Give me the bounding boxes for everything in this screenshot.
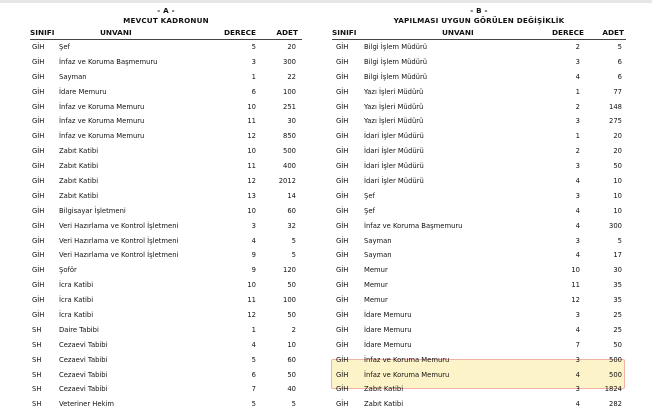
cell-title: Bilgi İşlem Müdürü xyxy=(364,57,428,66)
cell-title: İnfaz ve Koruma Memuru xyxy=(59,117,145,126)
table-row xyxy=(332,174,626,189)
cell-title: İcra Katibi xyxy=(59,281,94,290)
cell-count: 5 xyxy=(291,251,296,260)
table-row xyxy=(332,144,626,159)
cell-class: GİH xyxy=(32,72,45,81)
cell-count: 20 xyxy=(613,147,622,156)
cell-class: GİH xyxy=(336,102,349,111)
cell-class: GİH xyxy=(32,281,45,290)
table-row xyxy=(332,85,626,100)
cell-count: 2012 xyxy=(278,177,296,186)
cell-degree: 10 xyxy=(571,266,580,275)
table-row xyxy=(30,204,302,219)
table-row xyxy=(332,189,626,204)
cell-degree: 1 xyxy=(575,132,580,141)
table-row xyxy=(332,293,626,308)
cell-title: İdare Memuru xyxy=(59,87,107,96)
cell-class: GİH xyxy=(32,266,45,275)
proposed-change-section xyxy=(332,6,626,412)
cell-degree: 2 xyxy=(575,43,580,51)
cell-count: 60 xyxy=(287,355,296,364)
table-row xyxy=(332,129,626,144)
cell-class: GİH xyxy=(336,370,349,379)
header-title: UNVANI xyxy=(442,28,474,37)
cell-degree: 3 xyxy=(251,57,256,66)
cell-class: GİH xyxy=(336,355,349,364)
cell-count: 300 xyxy=(283,57,296,66)
cell-class: GİH xyxy=(336,385,349,394)
cell-class: GİH xyxy=(32,206,45,215)
cell-degree: 12 xyxy=(571,296,580,305)
table-body xyxy=(30,40,302,412)
table-header xyxy=(30,26,302,40)
cell-title: Cezaevi Tabibi xyxy=(59,355,108,364)
cell-title: Cezaevi Tabibi xyxy=(59,385,108,394)
header-title: UNVANI xyxy=(100,28,132,37)
cell-degree: 3 xyxy=(575,236,580,245)
cell-count: 500 xyxy=(283,147,296,156)
cell-class: SH xyxy=(32,325,42,334)
table-row xyxy=(30,144,302,159)
table-row xyxy=(30,368,302,383)
cell-count: 50 xyxy=(287,311,296,320)
cell-title: Zabıt Katibi xyxy=(59,191,99,200)
header-class: SINIFI xyxy=(332,28,357,37)
cell-class: GİH xyxy=(336,236,349,245)
cell-class: GİH xyxy=(336,400,349,409)
cell-count: 22 xyxy=(287,72,296,81)
cell-class: GİH xyxy=(336,266,349,275)
cell-count: 6 xyxy=(617,72,622,81)
cell-degree: 1 xyxy=(251,325,256,334)
cell-title: Şoför xyxy=(59,266,77,275)
cell-count: 10 xyxy=(613,191,622,200)
table-row xyxy=(30,278,302,293)
cell-class: GİH xyxy=(32,147,45,156)
cell-degree: 5 xyxy=(251,43,256,51)
cell-count: 30 xyxy=(287,117,296,126)
cell-class: GİH xyxy=(336,177,349,186)
cell-class: GİH xyxy=(336,117,349,126)
cell-title: Veri Hazırlama ve Kontrol İşletmeni xyxy=(59,221,179,230)
cell-degree: 4 xyxy=(575,177,580,186)
cell-title: İdare Memuru xyxy=(364,325,412,334)
cell-class: GİH xyxy=(32,236,45,245)
cell-count: 300 xyxy=(609,221,622,230)
current-staff-section xyxy=(30,6,302,412)
cell-title: İdari İşler Müdürü xyxy=(364,177,424,186)
cell-title: Cezaevi Tabibi xyxy=(59,340,108,349)
table-header xyxy=(332,26,626,40)
table-body xyxy=(332,40,626,412)
table-row xyxy=(30,114,302,129)
cell-class: GİH xyxy=(32,162,45,171)
cell-count: 5 xyxy=(291,236,296,245)
cell-degree: 3 xyxy=(575,57,580,66)
cell-count: 120 xyxy=(283,266,296,275)
cell-count: 251 xyxy=(283,102,296,111)
cell-class: GİH xyxy=(32,43,45,51)
cell-title: İnfaz ve Koruma Başmemuru xyxy=(364,221,463,230)
cell-count: 20 xyxy=(287,43,296,51)
cell-class: GİH xyxy=(336,281,349,290)
cell-count: 148 xyxy=(609,102,622,111)
cell-count: 30 xyxy=(613,266,622,275)
cell-count: 5 xyxy=(617,236,622,245)
cell-title: Memur xyxy=(364,266,388,275)
cell-degree: 7 xyxy=(251,385,256,394)
cell-degree: 4 xyxy=(251,236,256,245)
cell-count: 1824 xyxy=(604,385,622,394)
table-row xyxy=(30,397,302,412)
cell-class: GİH xyxy=(336,57,349,66)
cell-degree: 10 xyxy=(247,206,256,215)
cell-degree: 2 xyxy=(575,102,580,111)
cell-count: 850 xyxy=(283,132,296,141)
cell-degree: 4 xyxy=(575,206,580,215)
cell-class: GİH xyxy=(336,147,349,156)
cell-count: 50 xyxy=(613,162,622,171)
cell-class: GİH xyxy=(336,206,349,215)
cell-class: GİH xyxy=(336,43,349,51)
cell-degree: 3 xyxy=(575,162,580,171)
cell-count: 6 xyxy=(617,57,622,66)
header-degree: DERECE xyxy=(552,28,584,37)
cell-class: GİH xyxy=(32,57,45,66)
table-row xyxy=(332,397,626,412)
cell-class: SH xyxy=(32,370,42,379)
cell-degree: 4 xyxy=(575,221,580,230)
table-row xyxy=(30,129,302,144)
cell-class: GİH xyxy=(336,87,349,96)
cell-degree: 9 xyxy=(251,251,256,260)
cell-degree: 3 xyxy=(575,355,580,364)
table-row xyxy=(332,55,626,70)
cell-degree: 7 xyxy=(575,340,580,349)
cell-class: SH xyxy=(32,355,42,364)
header-degree: DERECE xyxy=(224,28,256,37)
cell-degree: 12 xyxy=(247,177,256,186)
cell-class: GİH xyxy=(336,340,349,349)
table-row xyxy=(30,100,302,115)
cell-title: İdari İşler Müdürü xyxy=(364,162,424,171)
table-row xyxy=(332,159,626,174)
table-row xyxy=(30,338,302,353)
section-title: YAPILMASI UYGUN GÖRÜLEN DEĞİŞİKLİK xyxy=(393,16,565,25)
cell-degree: 1 xyxy=(251,72,256,81)
cell-title: Yazı İşleri Müdürü xyxy=(364,102,424,111)
cell-title: İnfaz ve Koruma Memuru xyxy=(59,102,145,111)
cell-count: 25 xyxy=(613,325,622,334)
table-row xyxy=(332,40,626,55)
header-count: ADET xyxy=(602,28,624,37)
cell-degree: 10 xyxy=(247,102,256,111)
cell-title: Bilgi İşlem Müdürü xyxy=(364,43,428,51)
header-count: ADET xyxy=(276,28,298,37)
cell-degree: 11 xyxy=(247,162,256,171)
table-row xyxy=(332,263,626,278)
cell-degree: 4 xyxy=(575,325,580,334)
cell-title: Yazı İşleri Müdürü xyxy=(364,117,424,126)
cell-count: 275 xyxy=(609,117,622,126)
cell-class: SH xyxy=(32,340,42,349)
table-row xyxy=(30,174,302,189)
cell-class: GİH xyxy=(336,132,349,141)
cell-count: 35 xyxy=(613,281,622,290)
table-row xyxy=(332,114,626,129)
cell-title: İnfaz ve Koruma Memuru xyxy=(59,132,145,141)
cell-count: 100 xyxy=(283,87,296,96)
cell-class: GİH xyxy=(32,296,45,305)
table-row xyxy=(332,70,626,85)
cell-degree: 4 xyxy=(575,251,580,260)
cell-count: 282 xyxy=(609,400,622,409)
table-row xyxy=(332,338,626,353)
cell-degree: 3 xyxy=(575,117,580,126)
cell-degree: 11 xyxy=(247,117,256,126)
cell-title: İdari İşler Müdürü xyxy=(364,132,424,141)
table-row xyxy=(332,219,626,234)
cell-count: 50 xyxy=(613,340,622,349)
cell-count: 400 xyxy=(283,162,296,171)
cell-degree: 10 xyxy=(247,281,256,290)
cell-degree: 4 xyxy=(575,400,580,409)
table-row xyxy=(30,70,302,85)
cell-degree: 1 xyxy=(575,87,580,96)
cell-degree: 4 xyxy=(575,72,580,81)
table-row xyxy=(30,263,302,278)
cell-count: 10 xyxy=(287,340,296,349)
table-row xyxy=(30,323,302,338)
cell-count: 14 xyxy=(287,191,296,200)
cell-count: 50 xyxy=(287,281,296,290)
table-row xyxy=(30,219,302,234)
section-letter: - B - xyxy=(470,6,488,15)
cell-title: Sayman xyxy=(364,251,392,260)
cell-title: İnfaz ve Koruma Memuru xyxy=(364,370,450,379)
cell-count: 77 xyxy=(613,87,622,96)
cell-degree: 3 xyxy=(575,385,580,394)
cell-degree: 12 xyxy=(247,311,256,320)
cell-class: GİH xyxy=(32,221,45,230)
cell-class: GİH xyxy=(336,325,349,334)
cell-count: 32 xyxy=(287,221,296,230)
cell-title: Zabıt Katibi xyxy=(364,400,404,409)
cell-title: Şef xyxy=(59,43,70,51)
cell-title: İdare Memuru xyxy=(364,340,412,349)
cell-count: 100 xyxy=(283,296,296,305)
table-row xyxy=(332,368,626,383)
cell-class: GİH xyxy=(32,177,45,186)
cell-count: 5 xyxy=(617,43,622,51)
cell-title: Yazı İşleri Müdürü xyxy=(364,87,424,96)
cell-degree: 5 xyxy=(251,400,256,409)
cell-title: Cezaevi Tabibi xyxy=(59,370,108,379)
cell-title: Daire Tabibi xyxy=(59,325,99,334)
cell-degree: 6 xyxy=(251,370,256,379)
cell-title: Zabıt Katibi xyxy=(59,147,99,156)
cell-degree: 13 xyxy=(247,191,256,200)
table-row xyxy=(30,55,302,70)
cell-title: İdari İşler Müdürü xyxy=(364,147,424,156)
cell-degree: 9 xyxy=(251,266,256,275)
cell-title: Bilgisayar İşletmeni xyxy=(59,206,126,215)
cell-degree: 6 xyxy=(251,87,256,96)
cell-title: Veteriner Hekim xyxy=(59,400,115,409)
table-row xyxy=(30,353,302,368)
cell-class: GİH xyxy=(336,221,349,230)
cell-class: GİH xyxy=(32,311,45,320)
cell-class: GİH xyxy=(336,251,349,260)
section-title: MEVCUT KADRONUN xyxy=(123,16,209,25)
cell-title: İcra Katibi xyxy=(59,296,94,305)
cell-degree: 3 xyxy=(575,191,580,200)
cell-class: SH xyxy=(32,400,42,409)
cell-title: Şef xyxy=(364,206,375,215)
cell-class: GİH xyxy=(336,311,349,320)
table-row xyxy=(332,353,626,368)
table-row xyxy=(332,308,626,323)
cell-count: 10 xyxy=(613,206,622,215)
cell-title: Bilgi İşlem Müdürü xyxy=(364,72,428,81)
table-row xyxy=(332,323,626,338)
cell-degree: 11 xyxy=(571,281,580,290)
table-row xyxy=(30,189,302,204)
cell-count: 60 xyxy=(287,206,296,215)
cell-count: 20 xyxy=(613,132,622,141)
cell-title: İnfaz ve Koruma Başmemuru xyxy=(59,57,158,66)
table-row xyxy=(332,100,626,115)
table-row xyxy=(332,382,626,397)
cell-title: İnfaz ve Koruma Memuru xyxy=(364,355,450,364)
table-row xyxy=(332,204,626,219)
cell-title: İcra Katibi xyxy=(59,311,94,320)
cell-count: 35 xyxy=(613,296,622,305)
cell-title: Sayman xyxy=(364,236,392,245)
cell-count: 5 xyxy=(291,400,296,409)
cell-class: GİH xyxy=(336,296,349,305)
cell-count: 50 xyxy=(287,370,296,379)
table-row xyxy=(30,248,302,263)
cell-title: Veri Hazırlama ve Kontrol İşletmeni xyxy=(59,251,179,260)
cell-title: Şef xyxy=(364,191,375,200)
cell-title: İdare Memuru xyxy=(364,311,412,320)
cell-class: GİH xyxy=(32,117,45,126)
cell-degree: 11 xyxy=(247,296,256,305)
cell-degree: 2 xyxy=(575,147,580,156)
cell-count: 10 xyxy=(613,177,622,186)
cell-title: Veri Hazırlama ve Kontrol İşletmeni xyxy=(59,236,179,245)
cell-count: 17 xyxy=(613,251,622,260)
cell-degree: 4 xyxy=(251,340,256,349)
table-row xyxy=(30,382,302,397)
cell-title: Memur xyxy=(364,281,388,290)
table-row xyxy=(30,234,302,249)
header-class: SINIFI xyxy=(30,28,55,37)
cell-count: 500 xyxy=(609,355,622,364)
table-row xyxy=(332,234,626,249)
cell-title: Memur xyxy=(364,296,388,305)
table-row xyxy=(30,308,302,323)
cell-degree: 10 xyxy=(247,147,256,156)
cell-title: Zabıt Katibi xyxy=(59,162,99,171)
table-row xyxy=(30,40,302,55)
cell-title: Zabıt Katibi xyxy=(59,177,99,186)
cell-class: GİH xyxy=(32,102,45,111)
table-row xyxy=(30,85,302,100)
cell-title: Sayman xyxy=(59,72,87,81)
cell-degree: 3 xyxy=(575,311,580,320)
cell-count: 40 xyxy=(287,385,296,394)
cell-count: 500 xyxy=(609,370,622,379)
cell-degree: 3 xyxy=(251,221,256,230)
cell-degree: 4 xyxy=(575,370,580,379)
cell-class: SH xyxy=(32,385,42,394)
table-row xyxy=(332,248,626,263)
table-row xyxy=(332,278,626,293)
cell-class: GİH xyxy=(336,162,349,171)
cell-class: GİH xyxy=(336,72,349,81)
cell-degree: 12 xyxy=(247,132,256,141)
cell-count: 25 xyxy=(613,311,622,320)
table-row xyxy=(30,159,302,174)
cell-count: 2 xyxy=(291,325,296,334)
cell-degree: 5 xyxy=(251,355,256,364)
cell-class: GİH xyxy=(32,132,45,141)
cell-class: GİH xyxy=(336,191,349,200)
table-row xyxy=(30,293,302,308)
cell-class: GİH xyxy=(32,87,45,96)
cell-class: GİH xyxy=(32,251,45,260)
section-letter: - A - xyxy=(157,6,175,15)
top-border xyxy=(0,0,652,3)
cell-class: GİH xyxy=(32,191,45,200)
cell-title: Zabıt Katibi xyxy=(364,385,404,394)
